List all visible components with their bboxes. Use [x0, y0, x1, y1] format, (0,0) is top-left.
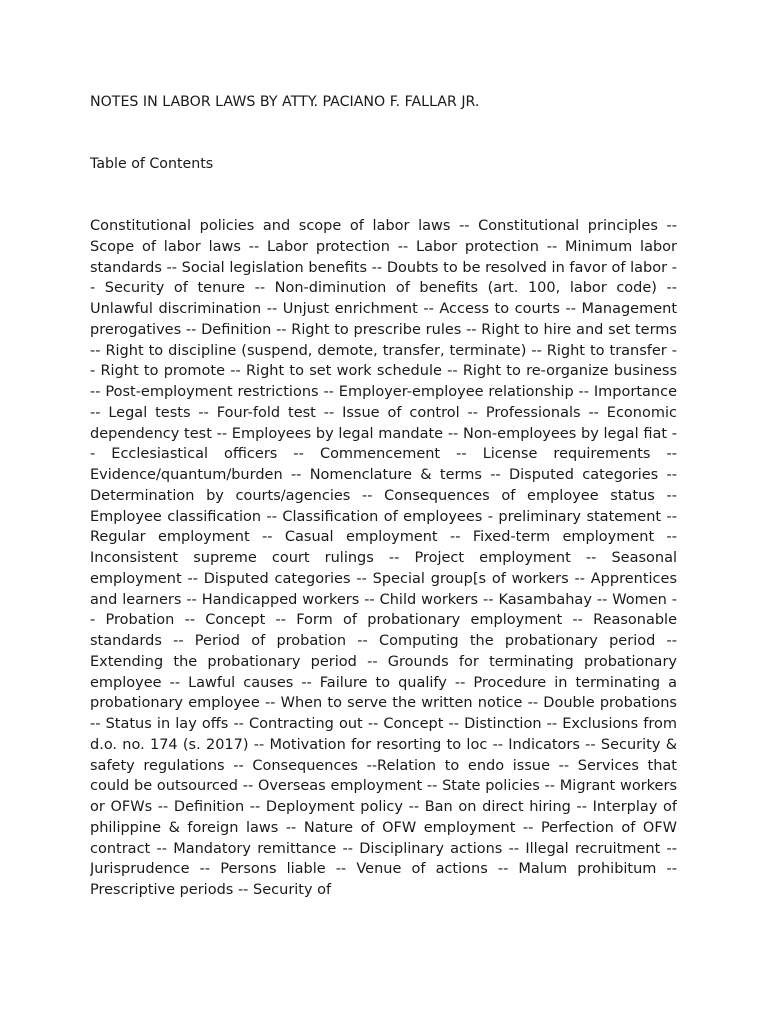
document-title: NOTES IN LABOR LAWS BY ATTY. PACIANO F. FALLAR JR. — [90, 94, 480, 110]
table-of-contents-text: Constitutional policies and scope of labor laws -- Constitutional principles -- Scope of labor laws -- Labor protection -- Labor protection -- Minimum labor standards -- Social legislation benefits -- Doubts to be resolved in favor of labor -- Security of tenure -- Non-diminution of benefits (art. 100, labor code) -- Unlawful discrimination -- Unjust enrichment -- Access to courts -- Management prerogatives -- Definition -- Right to prescribe rules -- Right to hire and set terms -- Right to discipline (suspend, demote, transfer, terminate) -- Right to transfer -- Right to promote -- Right to set work schedule -- Right to re-organize business -- Post-employment restrictions -- Employer-employee relationship -- Importance -- Legal tests -- Four-fold test -- Issue of control -- Professionals -- Economic dependency test -- Employees by legal mandate -- Non-employees by legal fiat -- Ecclesiastical officers -- Commencement -- License requirements -- Evidence/quantum/burden -- Nomenclature & terms -- Disputed categories -- Determination by courts/agencies -- Consequences of employee status -- Employee classification -- Classification of employees - preliminary statement -- Regular employment -- Casual employment -- Fixed-term employment -- Inconsistent supreme court rulings -- Project employment -- Seasonal employment -- Disputed categories -- Special group[s of workers -- Apprentices and learners -- Handicapped workers -- Child workers -- Kasambahay -- Women -- Probation -- Concept -- Form of probationary employment -- Reasonable standards -- Period of probation -- Computing the probationary period -- Extending the probationary period -- Grounds for terminating probationary employee -- Lawful causes -- Failure to qualify -- Procedure in terminating a probationary employee -- When to serve the written notice -- Double probations -- Status in lay offs -- Contracting out -- Concept -- Distinction -- Exclusions from d.o. no. 174 (s. 2017) -- Motivation for resorting to loc -- Indicators -- Security & safety regulations -- Consequences --Relation to endo issue -- Services that could be outsourced -- Overseas employment -- State policies -- Migrant workers or OFWs -- Definition -- Deployment policy -- Ban on direct hiring -- Interplay of philippine & foreign laws -- Nature of OFW employment -- Perfection of OFW contract -- Mandatory remittance -- Disciplinary actions -- Illegal recruitment -- Jurisprudence -- Persons liable -- Venue of actions -- Malum prohibitum -- Prescriptive periods -- Security of — [90, 218, 677, 898]
table-of-contents-heading: Table of Contents — [90, 156, 214, 172]
